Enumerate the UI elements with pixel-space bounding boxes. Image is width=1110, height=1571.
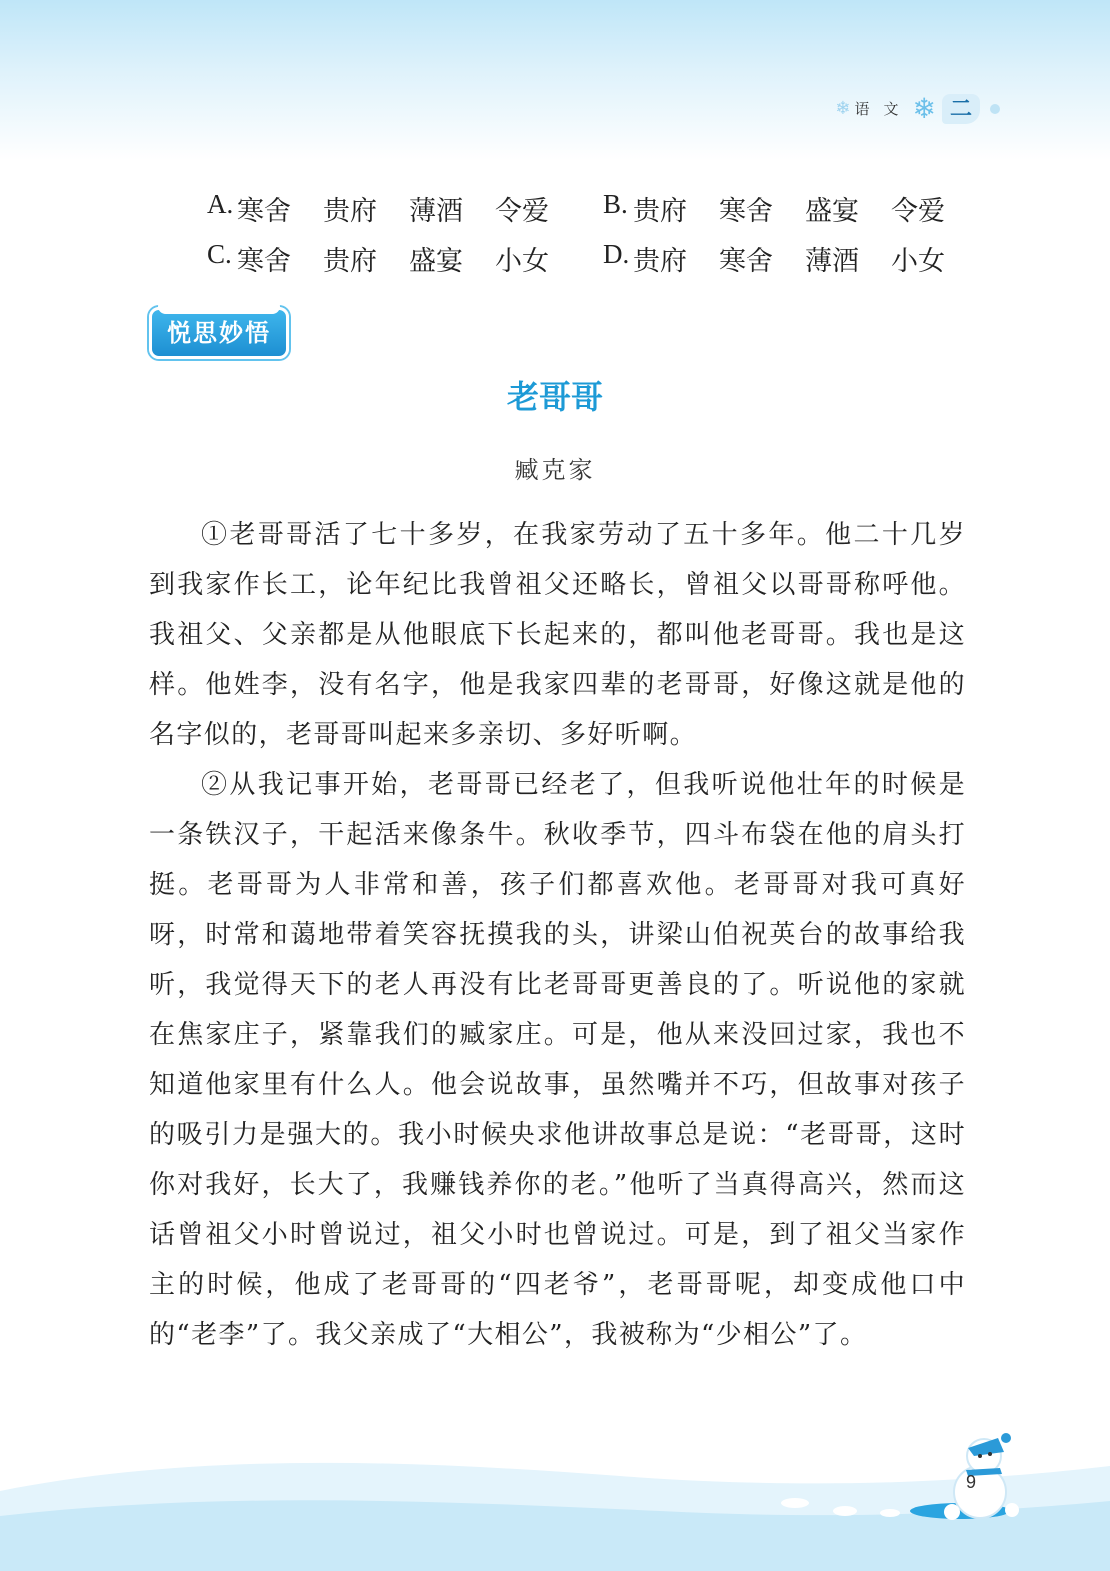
option-word: 寒舍 [719,245,773,277]
options-row [207,233,999,283]
option-word: 薄酒 [805,245,859,277]
option-a [207,189,603,228]
section-tag [149,307,289,359]
option-word: 贵府 [323,195,377,227]
option-c [207,239,603,278]
option-word: 贵府 [633,195,687,227]
option-word: 寒舍 [237,195,291,227]
paragraph: ②从我记事开始，老哥哥已经老了，但我听说他壮年的时候是一条铁汉子，干起活来像条牛。秋收季节，四斗布袋在他的肩头打挺。老哥哥为人非常和善，孩子们都喜欢他。老哥哥对我可真好呀，时常和蔼地带着笑容抚摸我的头，讲梁山伯祝英台的故事给我听，我觉得天下的老人再没有比老哥哥更善良的了。听说他的家就在焦家庄子，紧靠我们的臧家庄。可是，他从来没回过家，我也不知道他家里有什么人。他会说故事，虽然嘴并不巧，但故事对孩子的吸引力是强大的。我小时候央求他讲故事总是说：“老哥哥，这时你对我好，长大了，我赚钱养你的老。”他听了当真得高兴，然而这话曾祖父小时曾说过，祖父小时也曾说过。可是，到了祖父当家作主的时候，他成了老哥哥的“四老爷”，老哥哥呢，却变成他口中的“老李”了。我父亲成了“大相公”，我被称为“少相公”了。 [149,770,966,1350]
option-word: 贵府 [633,245,687,277]
option-word: 薄酒 [409,195,463,227]
subject-label: 语文 [854,100,913,118]
decorative-dot [990,104,1000,114]
option-letter: D. [603,238,630,269]
answer-options [207,183,999,283]
option-word: 贵府 [323,245,377,277]
option-letter: C. [207,238,232,269]
snowflake-icon: ❄ [835,98,851,119]
article-body [149,510,966,1360]
option-d [603,239,999,278]
option-word: 令爱 [891,195,945,227]
snowman-icon [928,1430,1028,1520]
option-letter: B. [603,188,628,219]
article-author: 臧克家 [514,456,596,484]
section-tag-label: 悦思妙悟 [167,319,271,347]
option-word: 小女 [495,245,549,277]
page-header [835,92,1000,125]
header-background [0,0,1110,160]
option-word: 小女 [891,245,945,277]
paragraph: ①老哥哥活了七十多岁，在我家劳动了五十多年。他二十几岁到我家作长工，论年纪比我曾祖父还略长，曾祖父以哥哥称呼他。我祖父、父亲都是从他眼底下长起来的，都叫他老哥哥。我也是这样。他姓李，没有名字，他是我家四辈的老哥哥，好像这就是他的名字似的，老哥哥叫起来多亲切、多好听啊。 [149,520,966,750]
snowflake-icon: ❄ [912,92,936,125]
article-title: 老哥哥 [506,378,603,416]
options-row [207,183,999,233]
grade-badge: 二 [942,94,980,124]
option-word: 寒舍 [719,195,773,227]
snow-cap-decoration [158,300,280,314]
option-word: 寒舍 [237,245,291,277]
option-word: 令爱 [495,195,549,227]
page-number: 9 [966,1472,977,1492]
option-letter: A. [207,188,234,219]
option-word: 盛宴 [805,195,859,227]
option-b [603,189,999,228]
option-word: 盛宴 [409,245,463,277]
